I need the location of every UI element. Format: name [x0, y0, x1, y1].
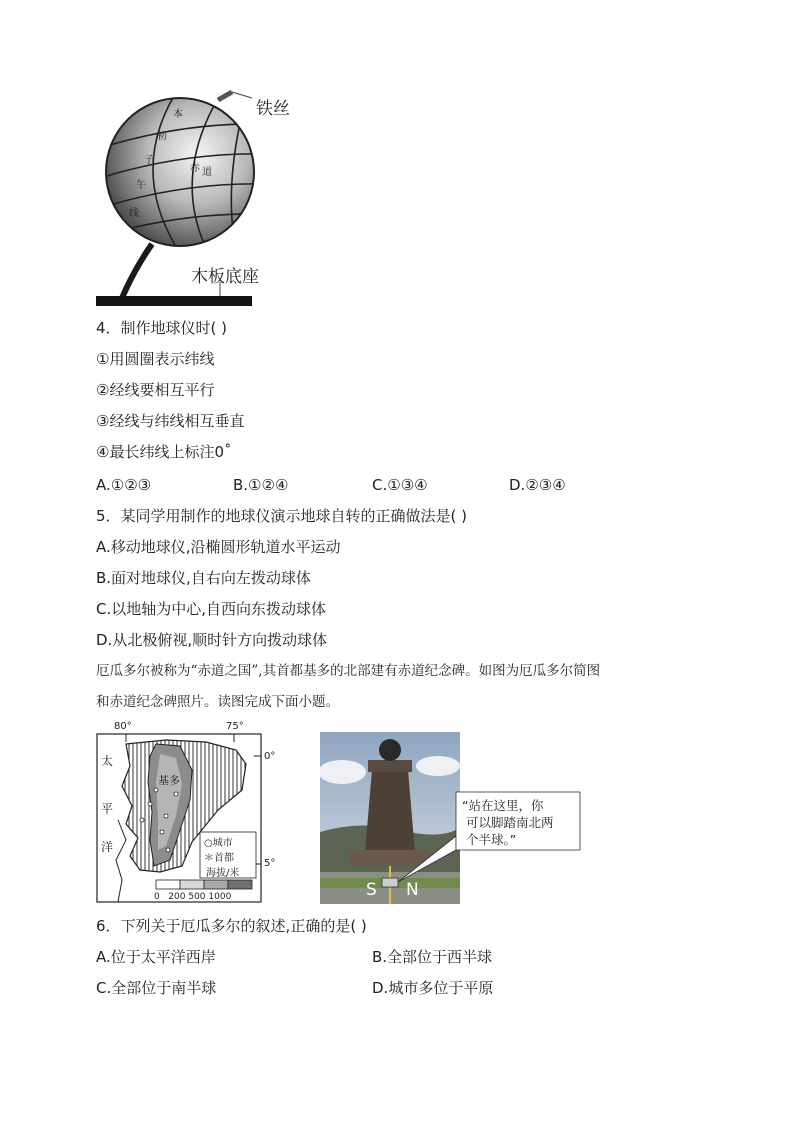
q6-stem: 6．下列关于厄瓜多尔的叙述,正确的是( ) [96, 917, 367, 935]
wooden-base-label: 木板底座 [191, 267, 259, 287]
q4-option-b[interactable]: B.①②④ [233, 476, 289, 494]
material-intro-line: 厄瓜多尔被称为“赤道之国”,其首都基多的北部建有赤道纪念碑。如图为厄瓜多尔简图 [96, 663, 601, 679]
q5-stem: 5．某同学用制作的地球仪演示地球自转的正确做法是( ) [96, 507, 468, 525]
ecuador-map [96, 720, 286, 906]
q4-option-a[interactable]: A.①②③ [96, 476, 152, 494]
legend-altitude-title: 海拔/米 [206, 868, 240, 879]
q6-option-c[interactable]: C.全部位于南半球 [96, 979, 217, 997]
q4-stem: 4．制作地球仪时( ) [96, 319, 228, 337]
legend-altitude-scale: 0 200 500 1000 [154, 892, 232, 902]
map-capital-label: 基多 [158, 774, 180, 787]
ecuador-map-drawing [96, 720, 286, 906]
prime-meridian-char: 本 [173, 109, 183, 120]
q5-option-d[interactable]: D.从北极俯视,顺时针方向拨动球体 [96, 631, 328, 649]
q4-statement: ①用圆圈表示纬线 [96, 350, 215, 368]
q4-option-d[interactable]: D.②③④ [509, 476, 566, 494]
legend-capital: ＊首都 [204, 853, 234, 864]
map-lat-label: 0° [264, 751, 276, 762]
q6-option-a[interactable]: A.位于太平洋西岸 [96, 948, 216, 966]
q4-statement: ④最长纬线上标注0˚ [96, 443, 232, 461]
photo-callout-line: 个半球。” [466, 832, 517, 847]
prime-meridian-char: 初 [157, 131, 167, 142]
q4-statement: ②经线要相互平行 [96, 381, 215, 399]
photo-callout-line: 可以脚踏南北两 [466, 815, 554, 830]
prime-meridian-char: 线 [129, 208, 139, 219]
q4-statement: ③经线与纬线相互垂直 [96, 412, 245, 430]
map-ocean-char: 平 [101, 802, 114, 816]
prime-meridian-char: 子 [144, 155, 154, 166]
map-lat-label: 5° [264, 858, 276, 869]
iron-wire-label: 铁丝 [256, 99, 290, 119]
legend-city: ○城市 [204, 838, 233, 849]
q5-option-b[interactable]: B.面对地球仪,自右向左拨动球体 [96, 569, 311, 587]
q6-option-b[interactable]: B.全部位于西半球 [372, 948, 493, 966]
material-intro-line: 和赤道纪念碑照片。读图完成下面小题。 [96, 694, 339, 710]
equator-char: 道 [202, 167, 212, 178]
map-ocean-char: 洋 [101, 840, 114, 854]
photo-callout-line: “站在这里，你 [462, 798, 544, 813]
map-ocean-char: 太 [101, 754, 114, 768]
map-lon-label: 80° [114, 721, 132, 732]
q4-option-c[interactable]: C.①③④ [372, 476, 428, 494]
equator-monument-photo [320, 732, 582, 904]
q5-option-a[interactable]: A.移动地球仪,沿椭圆形轨道水平运动 [96, 538, 341, 556]
q6-option-d[interactable]: D.城市多位于平原 [372, 979, 494, 997]
equator-char: 赤 [190, 163, 200, 174]
q5-option-c[interactable]: C.以地轴为中心,自西向东拨动球体 [96, 600, 327, 618]
prime-meridian-char: 午 [136, 180, 146, 191]
photo-south-label: S [366, 880, 377, 900]
map-lon-label: 75° [226, 721, 244, 732]
globe-figure [94, 88, 314, 312]
photo-north-label: N [406, 880, 419, 900]
